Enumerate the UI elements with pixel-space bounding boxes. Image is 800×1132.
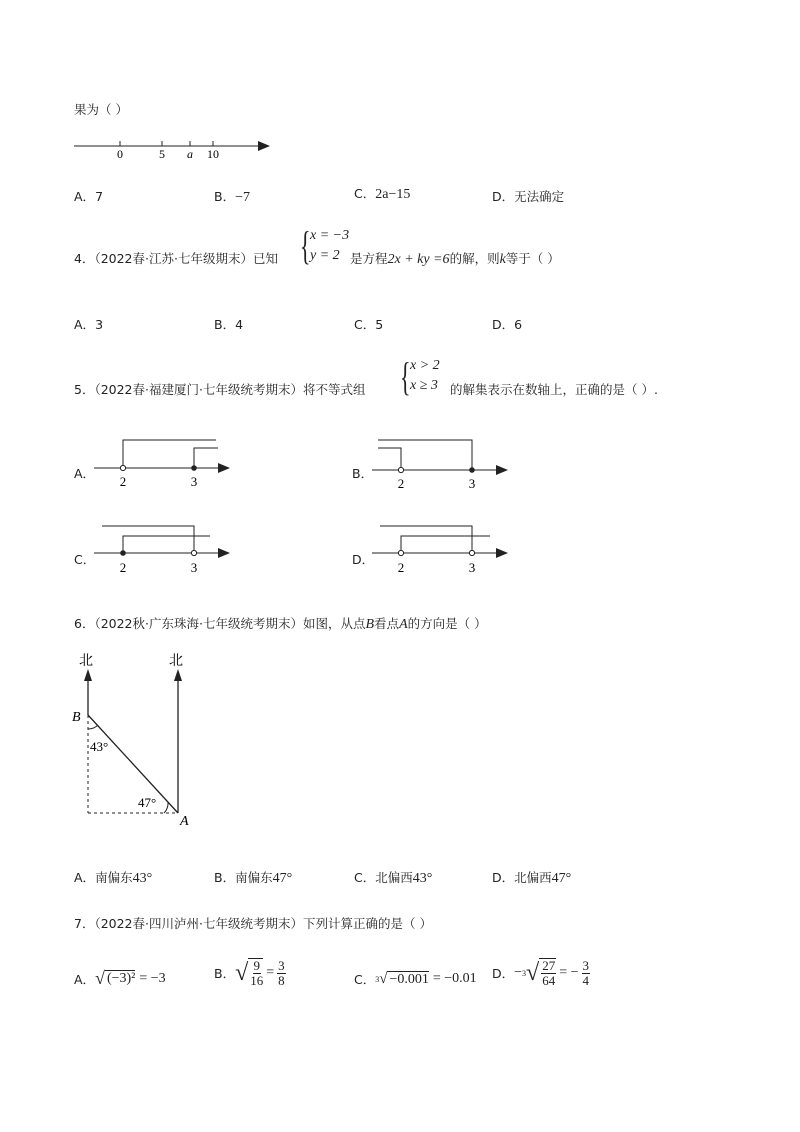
q4-stem-rest: 是方程2x + ky =6的解，则k等于（ ） xyxy=(350,251,560,267)
q3-option-b[interactable]: B．−7 xyxy=(214,189,250,205)
q5-stem: 5．（2022春·福建厦门·七年级统考期末）将不等式组 xyxy=(74,382,366,397)
q5-stem-rest: 的解集表示在数轴上，正确的是（ ）. xyxy=(450,382,658,397)
q5-option-d-graph xyxy=(368,518,518,578)
q6-option-b[interactable]: B．南偏东47° xyxy=(214,870,293,886)
q5-option-b-graph xyxy=(368,432,518,492)
q7-option-d[interactable]: D． − 3 √ $\frac{27}{64}$ = − $\frac{3}{4}$ xyxy=(492,957,590,988)
svg-text:2: 2 xyxy=(397,476,405,491)
q5-system-line2: x ≥ 3 xyxy=(410,378,438,393)
svg-text:3: 3 xyxy=(190,474,198,489)
q7-option-a[interactable]: A． √ (−3)² = −3 xyxy=(74,968,166,988)
q4-option-c[interactable]: C．5 xyxy=(354,317,384,332)
q5-brace: { xyxy=(400,354,411,399)
q7-stem: 7．（2022春·四川泸州·七年级统考期末）下列计算正确的是（ ） xyxy=(74,916,432,931)
q3-option-a[interactable]: A．7 xyxy=(74,189,104,204)
q4-option-b[interactable]: B．4 xyxy=(214,317,244,332)
q5-option-d[interactable]: D． xyxy=(352,552,375,567)
q4-brace: { xyxy=(300,223,311,268)
q6-option-d[interactable]: D．北偏西47° xyxy=(492,870,572,886)
q3-tick-a: a xyxy=(187,147,193,161)
q3-tick-10: 10 xyxy=(207,147,219,161)
q3-number-line xyxy=(70,136,280,166)
q5-option-c[interactable]: C． xyxy=(74,552,96,567)
q5-option-a-graph xyxy=(90,432,240,492)
svg-text:北: 北 xyxy=(169,654,183,669)
svg-text:3: 3 xyxy=(468,560,476,575)
q3-option-c[interactable]: C．2a−15 xyxy=(354,186,411,202)
q3-tail-text: 果为（ ） xyxy=(74,102,128,117)
q5-option-b[interactable]: B． xyxy=(352,466,374,481)
q4-stem: 4．（2022春·江苏·七年级期末）已知 xyxy=(74,251,278,266)
q7-option-c[interactable]: C． 3 √ −0.001 = −0.01 xyxy=(354,970,477,987)
q4-system-line1: x = −3 xyxy=(310,228,350,243)
q4-option-a[interactable]: A．3 xyxy=(74,317,104,332)
svg-text:2: 2 xyxy=(119,560,127,575)
svg-text:2: 2 xyxy=(397,560,405,575)
q6-option-c[interactable]: C．北偏西43° xyxy=(354,870,433,886)
q4-system-line2: y = 2 xyxy=(310,248,340,263)
q6-stem: 6．（2022秋·广东珠海·七年级统考期末）如图，从点B看点A的方向是（ ） xyxy=(74,616,487,632)
q4-option-d[interactable]: D．6 xyxy=(492,317,523,332)
svg-text:2: 2 xyxy=(119,474,127,489)
svg-text:47°: 47° xyxy=(138,795,157,810)
q6-option-a[interactable]: A．南偏东43° xyxy=(74,870,153,886)
svg-text:3: 3 xyxy=(190,560,198,575)
svg-text:A: A xyxy=(180,814,189,829)
q5-system-line1: x > 2 xyxy=(410,358,440,373)
q6-direction-diagram xyxy=(66,645,216,830)
q3-option-d[interactable]: D．无法确定 xyxy=(492,189,565,204)
q3-tick-5: 5 xyxy=(159,147,165,161)
q3-tick-0: 0 xyxy=(117,147,123,161)
svg-text:3: 3 xyxy=(468,476,476,491)
q5-option-c-graph xyxy=(90,518,240,578)
svg-text:B: B xyxy=(72,710,81,725)
q7-option-b[interactable]: B． √ $\frac{9}{16}$ = $\frac{3}{8}$ xyxy=(214,957,285,988)
q5-option-a[interactable]: A． xyxy=(74,466,96,481)
svg-text:北: 北 xyxy=(79,654,93,669)
svg-text:43°: 43° xyxy=(90,739,109,754)
